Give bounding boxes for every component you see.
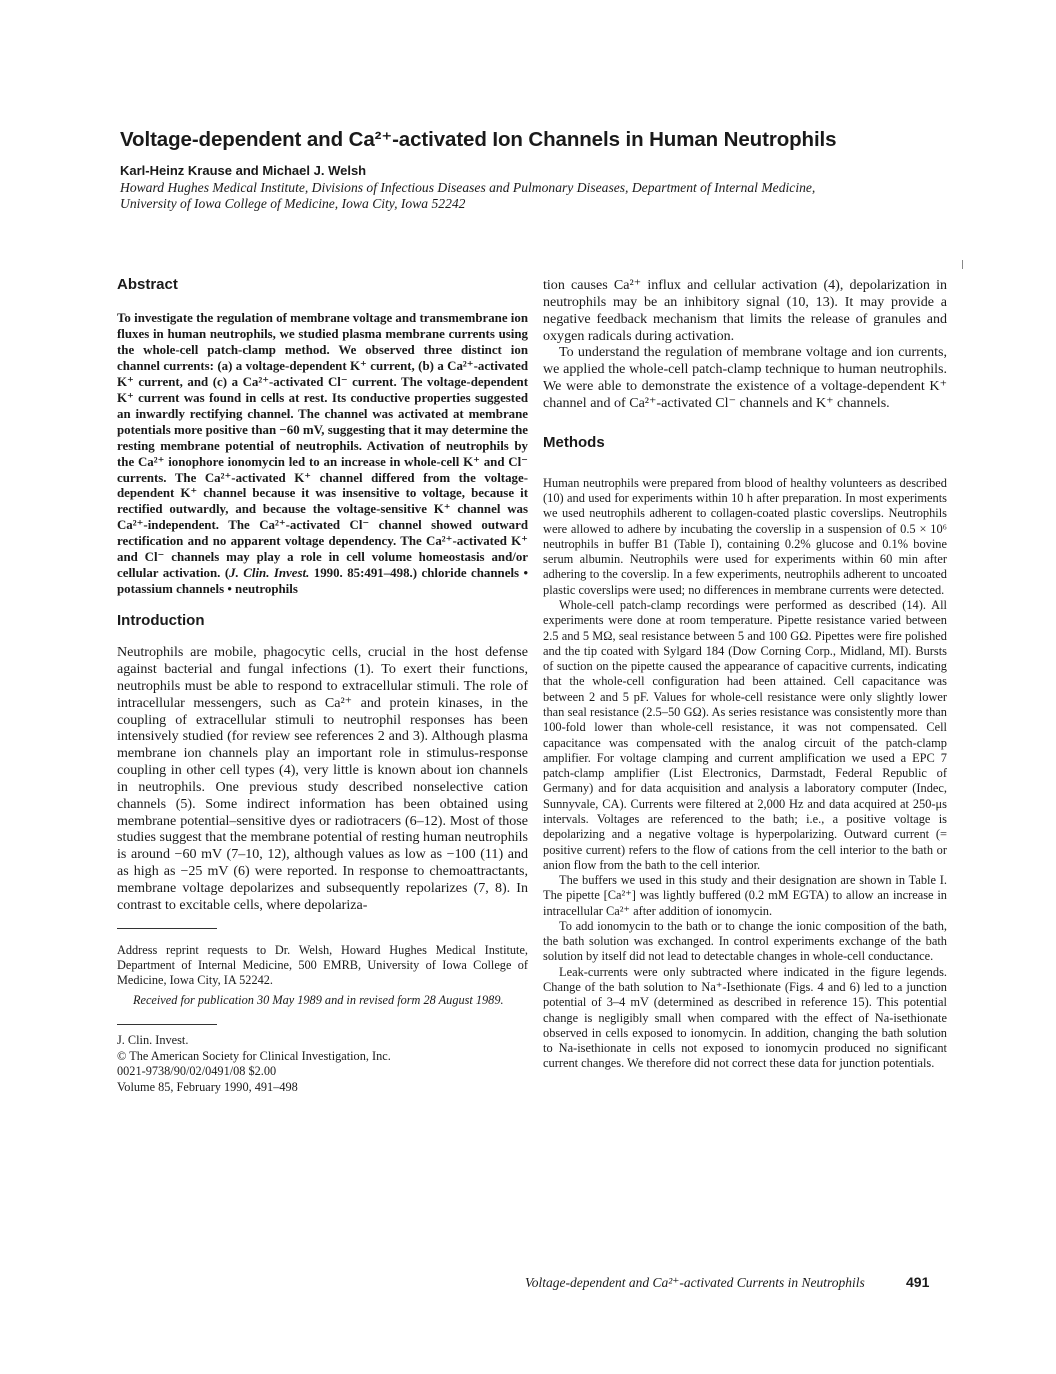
methods-paragraph: Leak-currents were only subtracted where indicated in the figure legends. Change of the bath solution to Na⁺-Isethionate (Figs. 4 and 6) led to a junction potential of 3–4 mV (determined as described in reference 15). This potential change is negligibly small when compared with the effect of Na-isethionate observed in cells exposed to ionomycin. In addition, changing the bath solution to Na-isethionate in cells not exposed to ionomycin produced no significant current changes. We therefore did not correct these data for junction potentials. [543, 964, 947, 1071]
introduction-paragraph-2: To understand the regulation of membrane voltage and ion currents, we applied the whole-cell patch-clamp technique to human neutrophils. We were able to demonstrate the existence of a voltage-dependent K⁺ channel and of Ca²⁺-activated Cl⁻ channels and K⁺ channels. [543, 344, 947, 411]
right-column [543, 277, 947, 1072]
affiliation [120, 180, 940, 212]
footnote-divider [117, 928, 217, 929]
methods-paragraph: Human neutrophils were prepared from blood of healthy volunteers as described (10) and used for experiments within 10 h after preparation. In most experiments we used neutrophils adherent to collagen-coated plastic coverslips. Neutrophils were allowed to adhere by incubating the coverslip in a suspension of 0.5 × 10⁶ neutrophils in buffer B1 (Table I), containing 0.2% glucose and 0.1% bovine serum albumin. Neutrophils were used for experiments within 60 min after adhering to the coverslip. In a few experiments, neutrophils adherent to uncoated plastic coverslips were used; no differences in membrane currents were detected. [543, 475, 947, 597]
introduction-continuation-paragraph: tion causes Ca²⁺ influx and cellular activation (4), depolarization in neutrophils may be an inhibitory signal (10, 13). It may provide a negative feedback mechanism that limits the release of granules and oxygen radicals during activation. [543, 277, 947, 344]
methods-paragraph: The buffers we used in this study and their designation are shown in Table I. The pipette [Ca²⁺] was lightly buffered (0.2 mM EGTA) to allow an increase in intracellular Ca²⁺ after addition of ionomycin. [543, 873, 947, 918]
publication-info-divider [117, 1024, 217, 1025]
author-list: Karl-Heinz Krause and Michael J. Welsh [120, 163, 367, 178]
page-number: 491 [906, 1274, 930, 1290]
methods-paragraph: Whole-cell patch-clamp recordings were performed as described (14). All experiments were done at room temperature. Pipette resistance varied between 2.5 and 5 MΩ, seal resistance between 5 and 100 GΩ. Pipettes were fire polished and the tip coated with Sylgard 184 (Dow Corning Corp., Midland, MI). Bursts of suction on the pipette caused the appearance of capacitive currents, indicating that the whole-cell configuration had been attained. Cell capacitance was between 2 and 5 pF. Values for whole-cell resistance were only slightly lower than seal resistance (2.5–50 GΩ). As series resistance was consistently more than 100-fold lower than whole-cell resistance, it was not compensated. Cell capacitance was compensated with the analog circuit of the patch-clamp amplifier. For voltage clamping and current amplification we used a EPC 7 patch-clamp amplifier (List Electronics, Darmstadt, Federal Republic of Germany) and for data acquisition and analysis a laboratory computer (Indec, Sunnyvale, CA). Currents were filtered at 2,000 Hz and data acquired at 250-μs intervals. Voltages are referenced to the bath; i.e., a positive voltage is depolarizing and a negative voltage is hyperpolarizing. Outward current (= positive current) refers to the flow of cations from the cell interior to the bath or anion flow from the bath to the cell interior. [543, 598, 947, 872]
introduction-paragraph: Neutrophils are mobile, phagocytic cells, crucial in the host defense against bacterial and fungal infections (1). To exert their functions, neutrophils must be able to respond to extracellular stimuli. The role of intracellular messengers, such as Ca²⁺ and protein kinases, in the coupling of extracellular stimuli to neutrophil responses has been intensively studied (for review see references 2 and 3). Although plasma membrane ion channels play an important role in stimulus-response coupling in other cell types (4), very little is known about ion channels in neutrophils. One previous study described nonselective cation channels (5). Some indirect information has been obtained using membrane potential–sensitive dyes or radiotracers (6–12). Most of those studies suggest that the membrane potential of resting human neutrophils is around −60 mV (7–10, 12), although values as low as −100 (11) and as high as −25 mV (6) were reported. In response to chemoattractants, membrane voltage depolarizes and subsequently repolarizes (7, 8). In contrast to excitable cells, where depolariza- [117, 644, 528, 913]
affiliation-line-1: Howard Hughes Medical Institute, Divisions of Infectious Diseases and Pulmonary Diseases, Department of Internal Medicine, [120, 180, 816, 195]
margin-mark [962, 260, 963, 269]
affiliation-line-2: University of Iowa College of Medicine, Iowa City, Iowa 52242 [120, 196, 466, 211]
abstract-citation-keywords: 1990. 85:491–498.) chloride channels • potassium channels • neutrophils [117, 566, 529, 597]
publication-info [117, 1033, 528, 1095]
volume-line: Volume 85, February 1990, 491–498 [117, 1079, 298, 1094]
reprint-address-footnote: Address reprint requests to Dr. Welsh, Howard Hughes Medical Institute, Department of Internal Medicine, 500 EMRB, University of Iowa College of Medicine, Iowa City, IA 52242. [117, 942, 528, 988]
received-date-footnote: Received for publication 30 May 1989 and in revised form 28 August 1989. [133, 993, 504, 1008]
abstract-journal: J. Clin. Invest. [229, 566, 310, 581]
methods-heading: Methods [543, 433, 605, 451]
methods-paragraph: To add ionomycin to the bath or to change the ionic composition of the bath, the bath solution was exchanged. In control experiments exchange of the bath solution by itself did not lead to detectable changes in whole-cell conductance. [543, 918, 947, 964]
abstract-heading: Abstract [117, 276, 178, 293]
abstract-body: To investigate the regulation of membrane voltage and transmembrane ion fluxes in human neutrophils, we studied plasma membrane currents using the whole-cell patch-clamp method. We observed three distinct ion channel currents: (a) a voltage-dependent K⁺ current, (b) a Ca²⁺-activated K⁺ current, and (c) a Ca²⁺-activated Cl⁻ current. The voltage-dependent K⁺ current was found in cells at rest. Its conductive properties suggested an inwardly rectifying channel. The channel was activated at membrane potentials more positive than −60 mV, suggesting that it may determine the resting membrane potential of neutrophils. Activation of neutrophils by the Ca²⁺ ionophore ionomycin led to an increase in whole-cell K⁺ and Cl⁻ currents. The Ca²⁺-activated K⁺ channel differed from the voltage-dependent K⁺ channel because it was insensitive to voltage, because it rectified outwardly, and because the voltage-sensitive K⁺ channel was Ca²⁺-independent. The Ca²⁺-activated Cl⁻ channel showed outward rectification and no apparent voltage dependency. The Ca²⁺-activated K⁺ and Cl⁻ channels may play a role in cell volume homeostasis and/or cellular activation. ( [117, 311, 528, 581]
journal-name: J. Clin. Invest. [117, 1033, 189, 1048]
paper-title: Voltage-dependent and Ca²⁺-activated Ion Channels in Human Neutrophils [120, 128, 837, 151]
introduction-continuation [543, 277, 947, 412]
running-title: Voltage-dependent and Ca²⁺-activated Currents in Neutrophils [525, 1275, 865, 1290]
introduction-heading: Introduction [117, 612, 205, 630]
issn-line: 0021-9738/90/02/0491/08 $2.00 [117, 1064, 277, 1079]
left-column [117, 276, 528, 1095]
abstract-text [117, 311, 528, 598]
copyright-line: © The American Society for Clinical Investigation, Inc. [117, 1048, 391, 1063]
